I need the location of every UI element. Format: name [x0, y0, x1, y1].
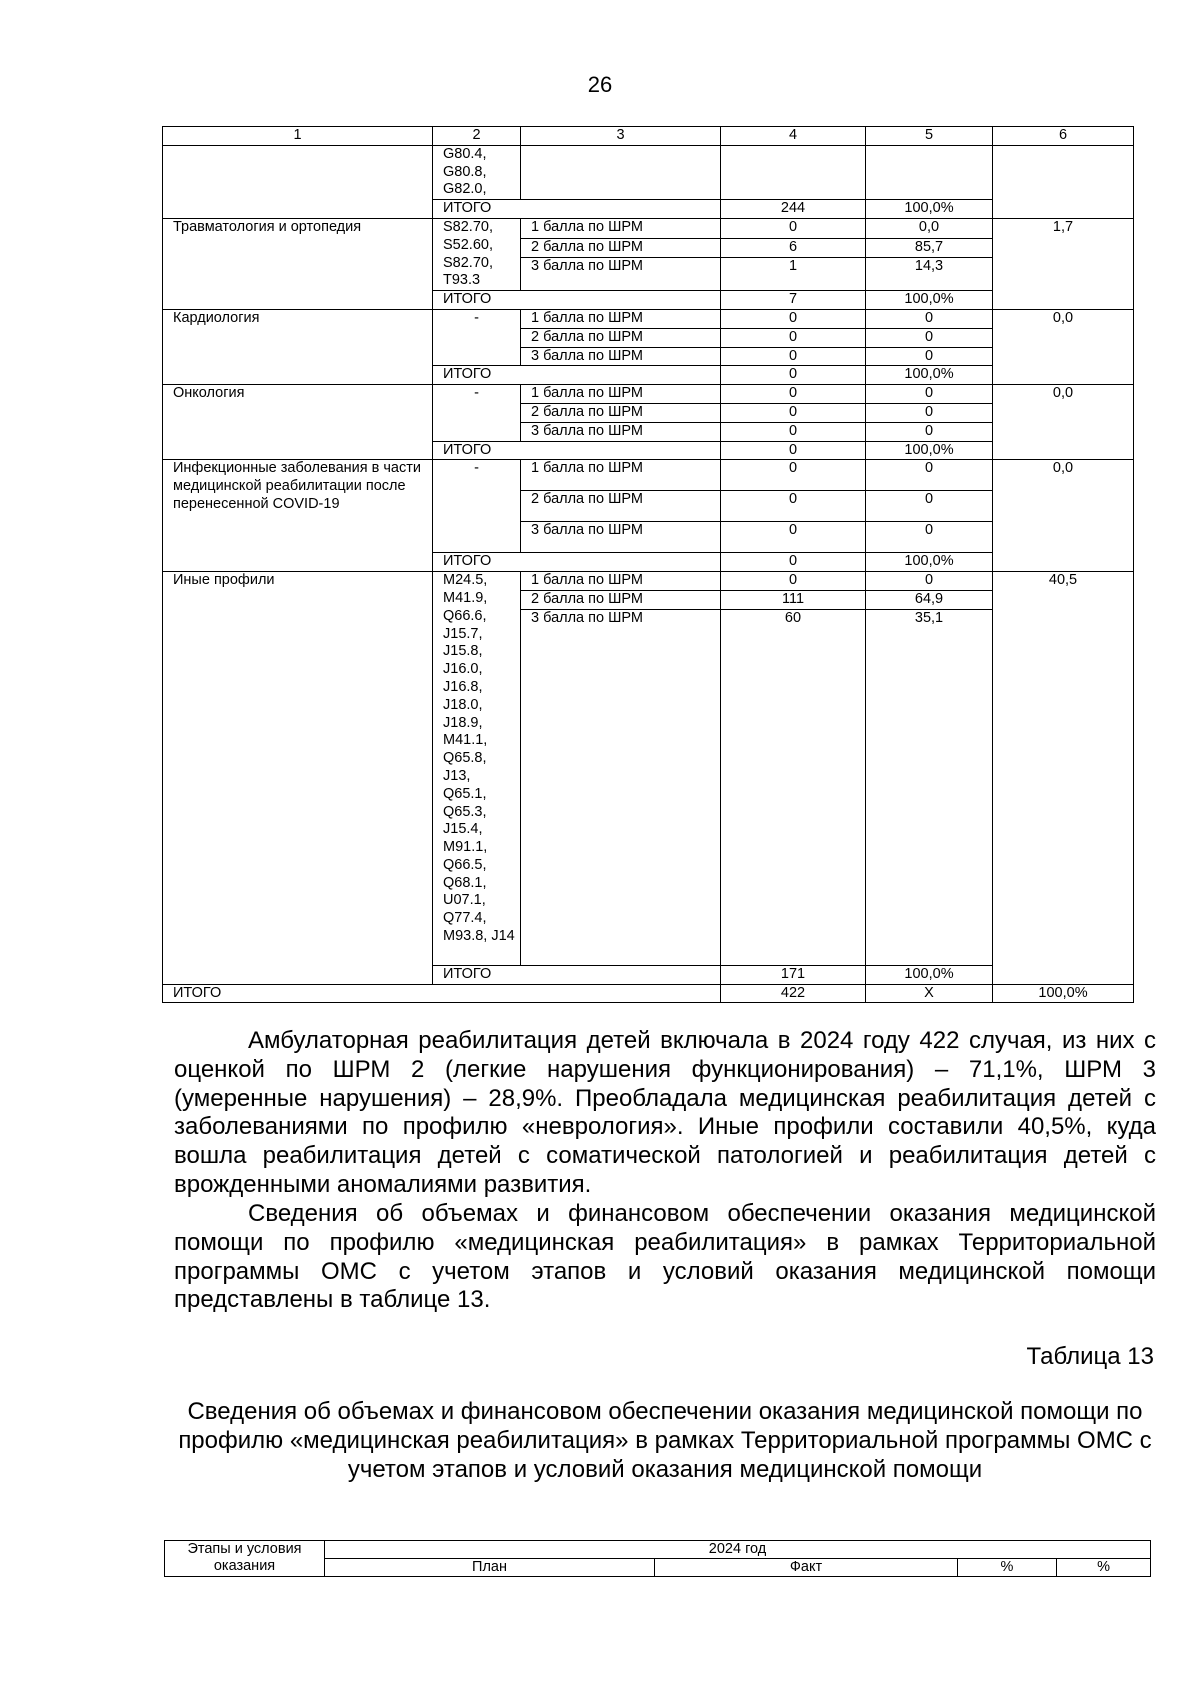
share-cell: 0,0 [993, 460, 1134, 572]
subtotal-value: 7 [721, 291, 866, 310]
subtotal-percent: 100,0% [866, 441, 993, 460]
criterion-cell: 1 балла по ШРМ [521, 460, 721, 491]
grand-total-label: ИТОГО [163, 984, 721, 1003]
share-cell: 1,7 [993, 218, 1134, 309]
header-cell: 3 [521, 127, 721, 146]
profile-name: Иные профили [163, 572, 433, 984]
share-cell: 0,0 [993, 309, 1134, 384]
subtotal-percent: 100,0% [866, 366, 993, 385]
percent-cell: 0 [866, 385, 993, 404]
itogo-label: ИТОГО [433, 553, 721, 572]
value-cell: 0 [721, 347, 866, 366]
criterion-cell: 3 балла по ШРМ [521, 422, 721, 441]
percent-cell: 0 [866, 522, 993, 553]
percent-cell: 0 [866, 491, 993, 522]
share-cell [993, 145, 1134, 218]
header-cell: 5 [866, 127, 993, 146]
percent-header: % [1057, 1559, 1151, 1577]
percent-cell: 35,1 [866, 609, 993, 965]
value-cell: 0 [721, 403, 866, 422]
table13-label: Таблица 13 [1026, 1343, 1154, 1370]
criterion-cell: 2 балла по ШРМ [521, 238, 721, 258]
plan-header: План [325, 1559, 655, 1577]
value-cell: 111 [721, 590, 866, 609]
paragraph-table-ref [174, 1200, 1156, 1315]
subtotal-percent: 100,0% [866, 553, 993, 572]
profile-name: Кардиология [163, 309, 433, 384]
percent-cell: 0 [866, 422, 993, 441]
subtotal-value: 244 [721, 200, 866, 219]
subtotal-value: 0 [721, 553, 866, 572]
criterion-cell [521, 145, 721, 199]
value-cell: 0 [721, 491, 866, 522]
table-row [163, 572, 1134, 591]
criterion-cell: 3 балла по ШРМ [521, 258, 721, 291]
header-cell: 6 [993, 127, 1134, 146]
table13-header [164, 1540, 1151, 1577]
year-header: 2024 год [325, 1541, 1151, 1559]
icd-codes: - [433, 309, 521, 365]
profile-name: Травматология и ортопедия [163, 218, 433, 309]
percent-cell: 0 [866, 460, 993, 491]
percent-cell: 14,3 [866, 258, 993, 291]
value-cell [721, 145, 866, 199]
subtotal-value: 0 [721, 366, 866, 385]
header-cell: 2 [433, 127, 521, 146]
criterion-cell: 1 балла по ШРМ [521, 572, 721, 591]
grand-total-share: 100,0% [993, 984, 1134, 1003]
page-number: 26 [587, 72, 613, 97]
table-row [163, 309, 1134, 328]
subtotal-percent: 100,0% [866, 965, 993, 984]
subtotal-value: 171 [721, 965, 866, 984]
share-cell: 0,0 [993, 385, 1134, 460]
paragraph-text: Сведения об объемах и финансовом обеспечении оказания медицинской помощи по профилю «медицинская реабилитация» в рамках Территориальной программы ОМС с учетом этапов и условий оказания медицинской помощи представлены в таблице 13. [174, 1200, 1156, 1314]
value-cell: 6 [721, 238, 866, 258]
subtotal-percent: 100,0% [866, 200, 993, 219]
rehab-cases-table [162, 126, 1134, 1003]
icd-codes: G80.4, G80.8, G82.0, [433, 145, 521, 199]
criterion-cell: 1 балла по ШРМ [521, 218, 721, 238]
table13-title: Сведения об объемах и финансовом обеспечении оказания медицинской помощи по профилю «медицинская реабилитация» в рамках Территориальной программы ОМС с учетом этапов и условий оказания медицинской помощи [178, 1398, 1152, 1483]
percent-cell: 0 [866, 403, 993, 422]
grand-total-percent: Х [866, 984, 993, 1003]
value-cell: 0 [721, 218, 866, 238]
percent-cell: 64,9 [866, 590, 993, 609]
value-cell: 60 [721, 609, 866, 965]
paragraph-ambulatory [174, 1027, 1156, 1200]
criterion-cell: 1 балла по ШРМ [521, 309, 721, 328]
criterion-cell: 2 балла по ШРМ [521, 590, 721, 609]
criterion-cell: 2 балла по ШРМ [521, 403, 721, 422]
icd-codes: M24.5, M41.9, Q66.6, J15.7, J15.8, J16.0, J16.8, J18.0, J18.9, M41.1, Q65.8, J13, Q65.1, Q65.3, J15.4, M91.1, Q66.5, Q68.1, U07.1, Q77.4, M93.8, J14 [433, 572, 521, 966]
table-header-row [163, 127, 1134, 146]
percent-cell: 0 [866, 328, 993, 347]
percent-header: % [958, 1559, 1057, 1577]
criterion-cell: 1 балла по ШРМ [521, 385, 721, 404]
share-cell: 40,5 [993, 572, 1134, 984]
table-row [163, 218, 1134, 238]
icd-codes: - [433, 385, 521, 441]
table-header-row [165, 1541, 1151, 1559]
icd-codes: - [433, 460, 521, 553]
profile-cell [163, 145, 433, 218]
grand-total-value: 422 [721, 984, 866, 1003]
icd-codes: S82.70, S52.60, S82.70, T93.3 [433, 218, 521, 290]
value-cell: 1 [721, 258, 866, 291]
subtotal-percent: 100,0% [866, 291, 993, 310]
percent-cell: 85,7 [866, 238, 993, 258]
value-cell: 0 [721, 309, 866, 328]
criterion-cell: 2 балла по ШРМ [521, 328, 721, 347]
criterion-cell: 3 балла по ШРМ [521, 522, 721, 553]
itogo-label: ИТОГО [433, 965, 721, 984]
header-cell: 4 [721, 127, 866, 146]
value-cell: 0 [721, 385, 866, 404]
profile-name: Инфекционные заболевания в части медицинской реабилитации после перенесенной COVID-19 [163, 460, 433, 572]
value-cell: 0 [721, 422, 866, 441]
itogo-label: ИТОГО [433, 200, 721, 219]
grand-total-row [163, 984, 1134, 1003]
percent-cell: 0 [866, 347, 993, 366]
criterion-cell: 2 балла по ШРМ [521, 491, 721, 522]
value-cell: 0 [721, 328, 866, 347]
percent-cell [866, 145, 993, 199]
stages-header: Этапы и условия оказания [165, 1541, 325, 1577]
criterion-cell: 3 балла по ШРМ [521, 609, 721, 965]
criterion-cell: 3 балла по ШРМ [521, 347, 721, 366]
value-cell: 0 [721, 572, 866, 591]
itogo-label: ИТОГО [433, 291, 721, 310]
profile-name: Онкология [163, 385, 433, 460]
fact-header: Факт [655, 1559, 958, 1577]
subtotal-value: 0 [721, 441, 866, 460]
value-cell: 0 [721, 460, 866, 491]
percent-cell: 0 [866, 309, 993, 328]
table-row [163, 460, 1134, 491]
table-row [163, 385, 1134, 404]
itogo-label: ИТОГО [433, 441, 721, 460]
value-cell: 0 [721, 522, 866, 553]
paragraph-text: Амбулаторная реабилитация детей включала в 2024 году 422 случая, из них с оценкой по ШРМ 2 (легкие нарушения функционирования) – 71,1%, ШРМ 3 (умеренные нарушения) – 28,9%. Преобладала медицинская реабилитация детей с заболеваниями по профилю «неврология». Иные профили составили 40,5%, куда вошла реабилитация детей с соматической патологией и реабилитация детей с врожденными аномалиями развития. [174, 1027, 1156, 1198]
itogo-label: ИТОГО [433, 366, 721, 385]
percent-cell: 0,0 [866, 218, 993, 238]
percent-cell: 0 [866, 572, 993, 591]
header-cell: 1 [163, 127, 433, 146]
table-row [163, 145, 1134, 199]
